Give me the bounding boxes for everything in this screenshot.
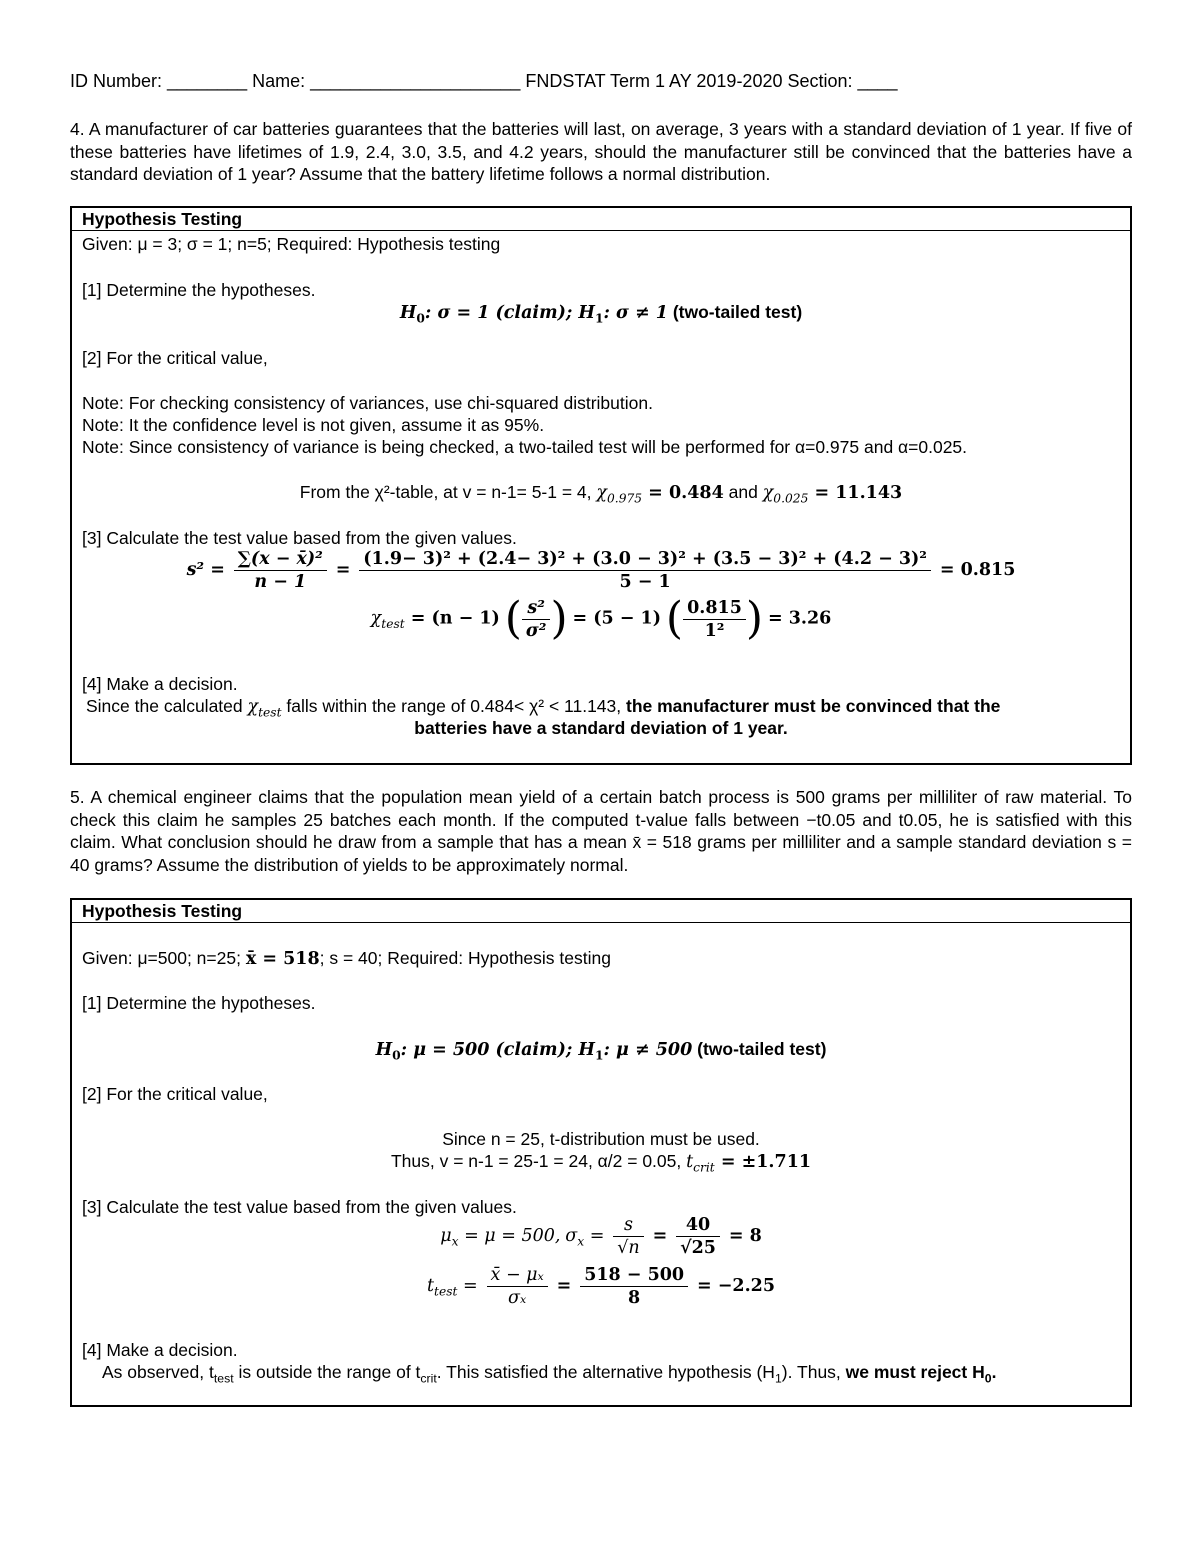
q4-note2: Note: It the confidence level is not given, assume it as 95%.: [82, 415, 545, 435]
q4-and: and: [723, 482, 763, 502]
q4-step2: [2] For the critical value,: [82, 348, 268, 368]
q5-dec-sub2: crit: [420, 1371, 437, 1386]
q5-dec-end: .: [991, 1362, 997, 1382]
q4-chi1-label: χ: [596, 483, 608, 503]
q4-chi-frac-den2: 1²: [704, 620, 725, 641]
q5-sig-num: s: [613, 1215, 643, 1237]
q4-s2-den: n − 1: [254, 572, 307, 592]
q5-ttest-equation: $t_{test}$ = $\frac{\text{x̄ − μₓ}}{\text{σₓ}}$ = $\frac{518 - 500}{8}$ = −2.25: [426, 1265, 776, 1308]
q4-decision-prefix: Since the calculated: [86, 696, 248, 716]
q4-decision-chi-sub: test: [258, 705, 282, 720]
q4-step4: [4] Make a decision.: [82, 674, 238, 694]
q4-s2-fraction2: [359, 549, 931, 592]
q5-step2: [2] For the critical value,: [82, 1084, 268, 1104]
q5-mu-x: μ: [440, 1226, 452, 1247]
q5-solution-box: [70, 898, 1132, 1407]
q5-t-fraction2: [580, 1265, 688, 1308]
q5-ttest-sub: test: [434, 1284, 458, 1299]
q4-chi-frac-den: σ²: [525, 620, 547, 641]
q5-thus-prefix: Thus, v = n-1 = 25-1 = 24, α/2 = 0.05,: [390, 1151, 687, 1171]
q4-step3: [3] Calculate the test value based from the given values.: [82, 528, 517, 548]
q5-t-num: x̄ − μₓ: [487, 1265, 548, 1287]
q5-ttest-eq: =: [457, 1276, 478, 1297]
q5-t-den2: 8: [628, 1288, 641, 1308]
q5-decision: [102, 1361, 996, 1390]
q5-tcrit-line: [72, 1150, 1130, 1179]
q4-s2-fraction: [234, 549, 327, 592]
question-4-text: 4. A manufacturer of car batteries guarantees that the batteries will last, on average, 3 years with a standard deviation of 1 year. If five of these batteries have lifetimes of 1.9, 2.4, 3.0, 3.5, and 4.2 years, should the manufacturer still be convinced that the batteries have a standard deviation of 1 year? Assume that the battery lifetime follows a normal distribution.: [70, 119, 1132, 184]
q5-h0: H: [375, 1040, 393, 1060]
q5-dec-sub3: 1: [774, 1371, 782, 1386]
q5-given-prefix: Given: μ=500; n=25;: [82, 948, 246, 968]
q4-chi-frac-num: s²: [522, 598, 551, 620]
q5-dec-bold: we must reject H: [845, 1362, 985, 1382]
q4-chi-frac2: [683, 598, 746, 641]
q4-chi-test-mid: = (n − 1): [404, 608, 500, 629]
q5-mu-x-value: = μ = 500,: [458, 1226, 561, 1247]
q5-sigma-eq: =: [584, 1226, 605, 1247]
q4-h0-sub: 0: [416, 310, 425, 326]
q5-h0-sub: 0: [392, 1047, 401, 1063]
q4-table-prefix: From the χ²-table, at v = n-1= 5-1 = 4,: [299, 482, 597, 502]
q5-sig-num2: 40: [676, 1215, 720, 1237]
q4-solution-box: [70, 206, 1132, 765]
q4-chi2-sub: 0.025: [773, 491, 809, 506]
q5-tcrit: t: [686, 1152, 694, 1172]
q4-box-title: Hypothesis Testing: [72, 208, 1130, 231]
q4-h1: H: [578, 303, 595, 323]
q5-sig-den: √n: [617, 1238, 640, 1258]
q4-h1-sub: 1: [594, 310, 604, 326]
q5-given-suffix: ; s = 40; Required: Hypothesis testing: [319, 948, 611, 968]
q4-decision-bold2: batteries have a standard deviation of 1 year.: [414, 718, 788, 738]
q4-h0: H: [399, 303, 417, 323]
q4-note1: Note: For checking consistency of variances, use chi-squared distribution.: [82, 393, 653, 413]
q5-dec-mid3: ). Thus,: [781, 1362, 846, 1382]
q5-tcrit-value: = ±1.711: [714, 1152, 812, 1172]
q5-sigma-equation: $\mu_x = \mu = 500$, $\sigma_x$ = $\frac{s}{√n}$ = $\frac{40}{√25}$ = 8: [440, 1215, 762, 1258]
q5-tdist: Since n = 25, t-distribution must be used.: [442, 1129, 760, 1149]
q4-chi1-value: = 0.484: [642, 483, 724, 503]
q4-s2-equation: s² = $\frac{\text{∑(x − x̄)²}}{n - 1}$ = $\frac{\text{(1.9− 3)² + (2.4− 3)² + (3.0 − 3)² + (3.5 − 3)² + (4.2 − 3)²}}{5 - 1}$ = 0.815: [186, 549, 1016, 592]
q5-step1: [1] Determine the hypotheses.: [82, 993, 316, 1013]
q5-sig-fraction2: [676, 1215, 720, 1258]
q5-dec-mid2: . This satisfied the alternative hypothesis (H: [436, 1362, 775, 1382]
q5-dec-mid: is outside the range of t: [233, 1362, 421, 1382]
q5-sig-fraction: [613, 1215, 643, 1258]
q4-step1: [1] Determine the hypotheses.: [82, 280, 316, 300]
q5-dec-sub1: test: [213, 1371, 234, 1386]
q5-dec-prefix: As observed, t: [102, 1362, 214, 1382]
q4-decision-mid: falls within the range of 0.484< χ² < 11.143,: [281, 696, 626, 716]
q4-note3: Note: Since consistency of variance is being checked, a two-tailed test will be performed for α=0.975 and α=0.025.: [82, 437, 968, 457]
q4-chi-frac: [522, 598, 551, 641]
q4-chi-test-equation: $\chi_{test} = (n - 1)$ ( $\frac{\text{s²}}{\text{σ²}}$ ) = (5 − 1) ( $\frac{0.815}{\text{1²}}$ ) = 3.26: [370, 593, 832, 644]
q5-t-fraction: [487, 1265, 548, 1308]
q5-h0-expr: : μ = 500 (claim);: [400, 1040, 579, 1060]
q5-given-xbar: x̄ = 518: [245, 949, 320, 969]
q4-given: Given: μ = 3; σ = 1; n=5; Required: Hypothesis testing: [82, 234, 501, 254]
q5-tcrit-sub: crit: [693, 1160, 715, 1175]
q5-t-num2: 518 − 500: [580, 1265, 688, 1287]
q5-h1-expr: : μ ≠ 500: [603, 1040, 693, 1060]
q5-ttest: t: [426, 1276, 435, 1297]
q4-chi-test-sub: test: [381, 617, 405, 632]
q5-dec-bold-sub: 0: [984, 1371, 992, 1386]
q5-sig-den2: √25: [680, 1238, 716, 1258]
page-header: ID Number: ________ Name: _____________________ FNDSTAT Term 1 AY 2019-2020 Section: ____: [70, 71, 898, 91]
q5-sigma-x-sub: x: [577, 1234, 585, 1249]
q4-hypotheses: [72, 301, 1130, 330]
q4-s2-den2: 5 − 1: [619, 572, 671, 592]
q4-chi-table-line: [72, 481, 1130, 510]
q4-s2-lhs: s² =: [186, 560, 225, 581]
q4-chi-test-lhs: χ: [370, 608, 382, 629]
q4-s2-num: ∑(x − x̄)²: [234, 549, 327, 571]
q5-sig-result: = 8: [728, 1226, 762, 1247]
q4-chi2-value: = 11.143: [808, 483, 903, 503]
q5-given: [82, 947, 611, 970]
q4-chi-frac-num2: 0.815: [683, 598, 746, 620]
q4-s2-num2: (1.9− 3)² + (2.4− 3)² + (3.0 − 3)² + (3.5 − 3)² + (4.2 − 3)²: [359, 549, 931, 571]
q4-s2-result: = 0.815: [939, 560, 1016, 581]
q5-box-title: Hypothesis Testing: [72, 900, 1130, 923]
q5-sigma-x: σ: [565, 1226, 578, 1247]
q4-decision-chi: χ: [247, 697, 259, 717]
q5-test-type: (two-tailed test): [692, 1039, 827, 1059]
q5-mu-x-sub: x: [451, 1234, 459, 1249]
q4-h1-expr: : σ ≠ 1: [603, 303, 668, 323]
q4-chi1-sub: 0.975: [607, 491, 643, 506]
q5-t-result: = −2.25: [696, 1276, 776, 1297]
q5-step3: [3] Calculate the test value based from the given values.: [82, 1197, 517, 1217]
q4-decision-bold1: the manufacturer must be convinced that the: [626, 696, 1001, 716]
q5-hypotheses: [72, 1038, 1130, 1067]
q4-test-type: (two-tailed test): [667, 302, 803, 322]
q5-h1-sub: 1: [594, 1047, 604, 1063]
q5-t-den: σₓ: [508, 1288, 527, 1308]
q4-chi-test-mid2: = (5 − 1): [572, 608, 662, 629]
q4-h0-expr: : σ = 1 (claim);: [424, 303, 579, 323]
q4-chi2-label: χ: [762, 483, 774, 503]
q5-h1: H: [578, 1040, 595, 1060]
question-5-text: 5. A chemical engineer claims that the population mean yield of a certain batch process is 500 grams per milliliter of raw material. To check this claim he samples 25 batches each month. If the computed t-value falls between −t0.05 and t0.05, he is satisfied with this claim. What conclusion should he draw from a sample that has a mean x̄ = 518 grams per milliliter and a sample standard deviation s = 40 grams? Assume the distribution of yields to be approximately normal.: [70, 787, 1132, 875]
q5-step4: [4] Make a decision.: [82, 1340, 238, 1360]
q4-chi-test-result: = 3.26: [767, 608, 832, 629]
